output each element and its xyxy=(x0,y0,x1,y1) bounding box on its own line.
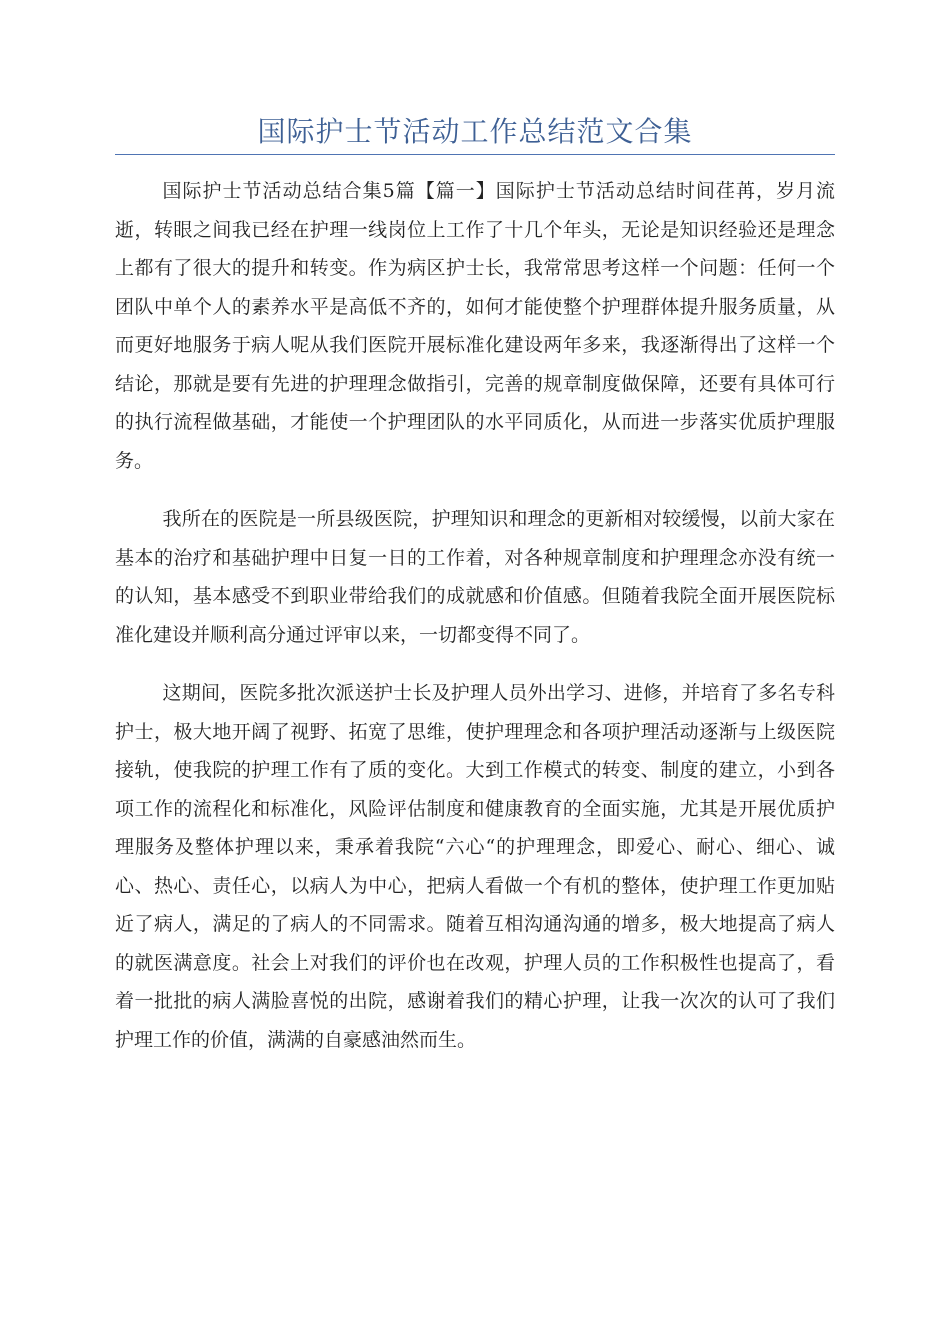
page-title: 国际护士节活动工作总结范文合集 xyxy=(257,115,693,148)
title-underline xyxy=(115,154,835,155)
paragraph-1: 国际护士节活动总结合集5篇【篇一】国际护士节活动总结时间荏苒，岁月流逝，转眼之间我已经在护理一线岗位上工作了十几个年头，无论是知识经验还是理念上都有了很大的提升和转变。作为病区护士长，我常常思考这样一个问题：任何一个团队中单个人的素养水平是高低不齐的，如何才能使整个护理群体提升服务质量，从而更好地服务于病人呢从我们医院开展标准化建设两年多来，我逐渐得出了这样一个结论，那就是要有先进的护理理念做指引，完善的规章制度做保障，还要有具体可行的执行流程做基础，才能使一个护理团队的水平同质化，从而进一步落实优质护理服务。 xyxy=(115,180,835,472)
document-body xyxy=(115,172,835,1079)
paragraph-3: 这期间，医院多批次派送护士长及护理人员外出学习、进修，并培育了多名专科护士，极大地开阔了视野、拓宽了思维，使护理理念和各项护理活动逐渐与上级医院接轨，使我院的护理工作有了质的变化。大到工作模式的转变、制度的建立，小到各项工作的流程化和标准化，风险评估制度和健康教育的全面实施，尤其是开展优质护理服务及整体护理以来，秉承着我院“六心“的护理理念，即爱心、耐心、细心、诚心、热心、责任心，以病人为中心，把病人看做一个有机的整体，使护理工作更加贴近了病人，满足的了病人的不同需求。随着互相沟通沟通的增多，极大地提高了病人的就医满意度。社会上对我们的评价也在改观，护理人员的工作积极性也提高了，看着一批批的病人满脸喜悦的出院，感谢着我们的精心护理，让我一次次的认可了我们护理工作的价值，满满的自豪感油然而生。 xyxy=(115,682,835,1051)
paragraph-2: 我所在的医院是一所县级医院，护理知识和理念的更新相对较缓慢，以前大家在基本的治疗和基础护理中日复一日的工作着，对各种规章制度和护理理念亦没有统一的认知，基本感受不到职业带给我们的成就感和价值感。但随着我院全面开展医院标准化建设并顺利高分通过评审以来，一切都变得不同了。 xyxy=(115,508,835,646)
